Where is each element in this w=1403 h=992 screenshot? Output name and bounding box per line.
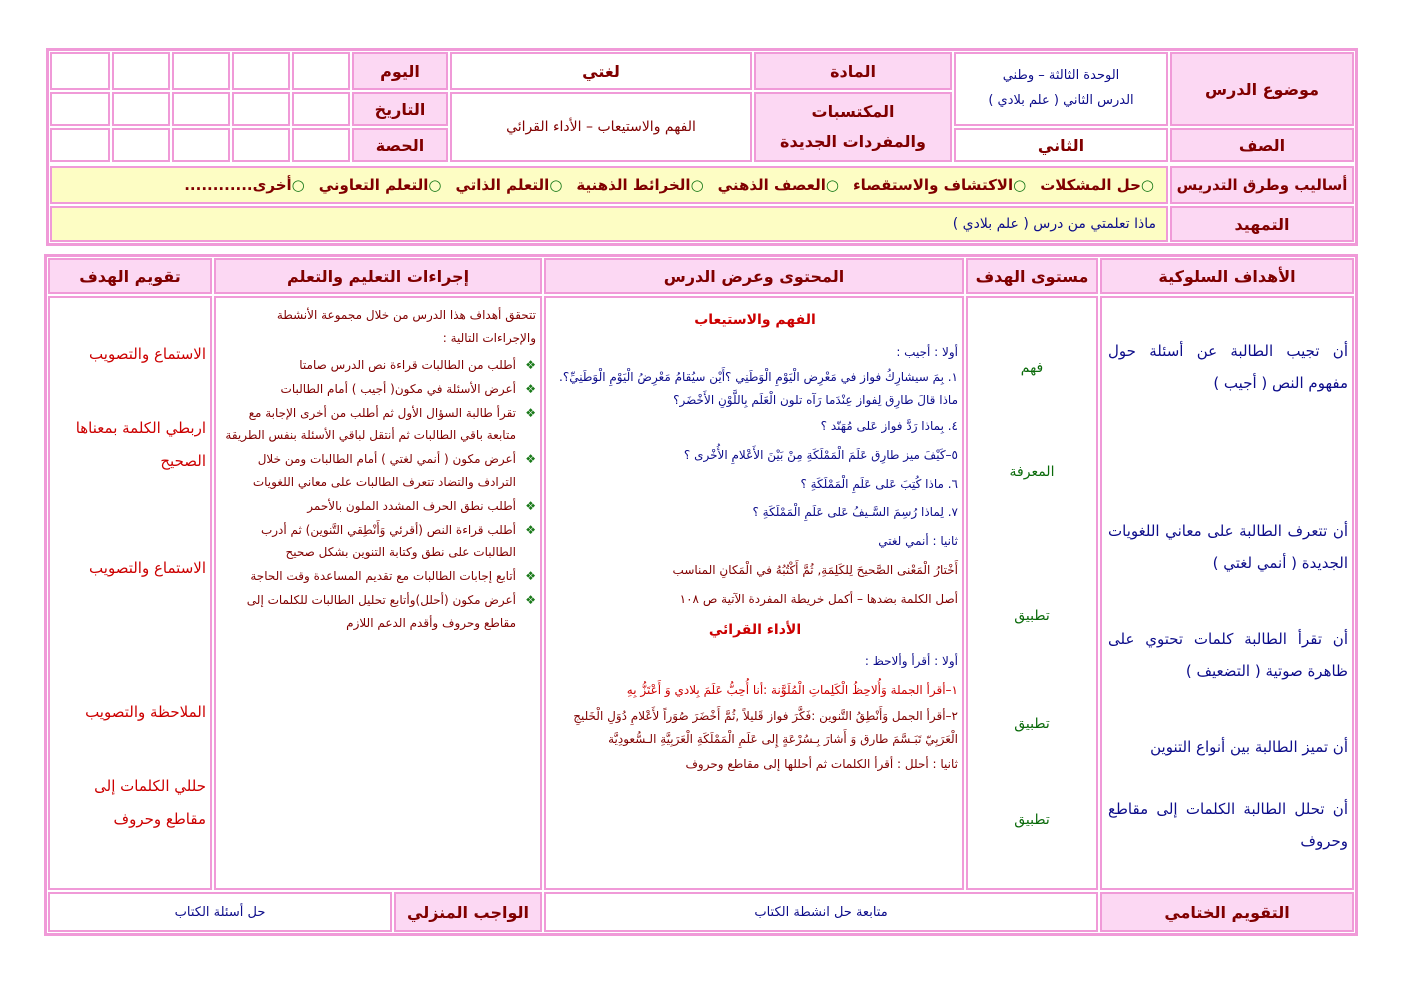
grade-value: الثاني <box>954 128 1168 162</box>
bullet-icon: ❖ <box>525 498 536 513</box>
intro-label: التمهيد <box>1170 206 1354 242</box>
content-read-first: أولا : أقرأ وألاحظ : <box>864 654 958 669</box>
lesson-topic-label: موضوع الدرس <box>1170 52 1354 126</box>
level-column <box>966 296 1098 890</box>
content-second: ثانيا : أنمي لغتي <box>878 534 958 549</box>
level-item: تطبيق <box>1014 812 1050 828</box>
evaluation-item: الاستماع والتصويب <box>89 345 206 363</box>
content-q5: ٥–كَيْفَ ميز طارِق عَلَمَ الْمَمْلَكَةِ مِنْ بَيْنَ الأَعْلامِ الأُخْرى ؟ <box>683 447 958 462</box>
procedures-intro: تتحقق أهداف هذا الدرس من خلال مجموعة الأنشطة والإجراءات التالية : <box>276 308 536 345</box>
blank-cell <box>172 92 230 126</box>
blank-cell <box>172 128 230 162</box>
bullet-icon: ❖ <box>525 452 536 467</box>
blank-cell <box>172 52 230 90</box>
blank-cell <box>112 52 170 90</box>
homework-label: الواجب المنزلي <box>394 892 542 932</box>
objective-item: أن تقرأ الطالبة كلمات تحتوي على ظاهرة صوتية ( التضعيف ) <box>1108 630 1348 680</box>
objectives-header: الأهداف السلوكية <box>1100 258 1354 294</box>
method-item: ○العصف الذهني <box>717 176 840 194</box>
method-item: ○أخرى............ <box>184 176 305 194</box>
blank-cell <box>232 128 290 162</box>
method-item: ○التعلم الذاتي <box>455 176 563 194</box>
level-header: مستوى الهدف <box>966 258 1098 294</box>
method-item: ○التعلم التعاوني <box>318 176 442 194</box>
bullet-icon: ❖ <box>525 357 536 372</box>
skills-value: الفهم والاستيعاب – الأداء القرائي <box>450 92 752 162</box>
unit-cell <box>954 52 1168 126</box>
blank-cell <box>292 92 350 126</box>
subject-value: لغتي <box>450 52 752 90</box>
method-item: ○الاكتشاف والاستقصاء <box>853 176 1027 194</box>
objective-item: أن تميز الطالبة بين أنواع التنوين <box>1150 738 1348 756</box>
evaluation-item: اربطي الكلمة بمعناها الصحيح <box>75 419 206 470</box>
methods-label: أساليب وطرق التدريس <box>1170 166 1354 204</box>
content-heading-reading: الأداء القرائي <box>708 621 802 638</box>
final-eval-label: التقويم الختامي <box>1100 892 1354 932</box>
content-q7: ٧. لِماذا رُسِمَ السَّـيفُ عَلى عَلَمِ الْمَمْلَكَةِ ؟ <box>752 505 958 520</box>
level-item: المعرفة <box>1009 464 1055 480</box>
procedures-body <box>220 304 536 636</box>
objective-item: أن تتعرف الطالبة على معاني اللغويات الجديدة ( أنمي لغتي ) <box>1108 522 1348 572</box>
procedures-header: إجراءات التعليم والتعلم <box>214 258 542 294</box>
blank-cell <box>50 52 110 90</box>
content-r2: ٢–أقرأ الجمل وَأَنْطِقُ التَّنوين :فَكَّرَ فواز قَليلاً ,ثُمَّ أَخْضَرَ صُوَراً لأَعْلامِ دُوَلِ الْخَليجِ الْعَرَبِيّ تَبَـسَّمَ طارق وَ أَشارَ بِـسُرْعَةٍ إِلى عَلَمِ الْمَمْلَكَةِ الْعَرَبِيَّةِ الـسُّعودِيَّة <box>573 708 958 746</box>
blank-cell <box>232 52 290 90</box>
evaluation-item: الملاحظة والتصويب <box>85 703 206 721</box>
intro-value: ماذا تعلمتي من درس ( علم بلادي ) <box>50 206 1168 242</box>
procedure-item: ❖ تقرأ طالبة السؤال الأول ثم أطلب من أخرى الإجابة مع متابعة باقي الطالبات ثم أنتقل لباقي الأسئلة بنفس الطريقة <box>220 402 536 446</box>
procedure-item: ❖ أعرض الأسئلة في مكون( أجيب ) أمام الطالبات <box>220 378 536 400</box>
procedure-item: ❖ أطلب قراءة النص (أقرئي وَأَنْطِقي التَّنوين) ثم أدرب الطالبات على نطق وكتابة التنوين بشكل صحيح <box>220 519 536 563</box>
bullet-icon: ❖ <box>525 569 536 584</box>
unit-line2: الدرس الثاني ( علم بلادي ) <box>988 92 1134 108</box>
evaluation-header: تقويم الهدف <box>48 258 212 294</box>
day-label: اليوم <box>352 52 448 90</box>
bullet-icon: ❖ <box>525 522 536 537</box>
date-label: التاريخ <box>352 92 448 126</box>
blank-cell <box>112 128 170 162</box>
procedure-item: ❖ أتابع إجابات الطالبات مع تقديم المساعدة وقت الحاجة <box>220 565 536 587</box>
level-item: تطبيق <box>1014 716 1050 732</box>
procedure-item: ❖ أعرض مكون (أحلل)وأتابع تحليل الطالبات للكلمات إلى مقاطع وحروف وأقدم الدعم اللازم <box>220 589 536 633</box>
grade-label: الصف <box>1170 128 1354 162</box>
methods-list <box>50 166 1168 204</box>
blank-cell <box>50 92 110 126</box>
content-header: المحتوى وعرض الدرس <box>544 258 964 294</box>
content-heading-comprehension: الفهم والاستيعاب <box>694 312 816 328</box>
procedure-item: ❖ أعرض مكون ( أنمي لغتي ) أمام الطالبات ومن خلال الترادف والتضاد تتعرف الطالبات على معاني اللغويات <box>220 448 536 492</box>
objective-item: أن تحلل الطالبة الكلمات إلى مقاطع وحروف <box>1108 800 1348 850</box>
blank-cell <box>112 92 170 126</box>
blank-cell <box>232 92 290 126</box>
unit-line1: الوحدة الثالثة – وطني <box>1002 68 1120 83</box>
subject-label: المادة <box>754 52 952 90</box>
bullet-icon: ❖ <box>525 593 536 608</box>
period-label: الحصة <box>352 128 448 162</box>
procedure-item: ❖ أطلب من الطالبات قراءة نص الدرس صامتا <box>220 354 536 376</box>
evaluation-item: حللي الكلمات إلى مقاطع وحروف <box>94 777 206 828</box>
evaluation-item: الاستماع والتصويب <box>89 559 206 577</box>
blank-cell <box>292 52 350 90</box>
procedure-item: ❖ أطلب نطق الحرف المشدد الملون بالأحمر <box>220 495 536 517</box>
method-item: ○حل المشكلات <box>1040 176 1154 194</box>
content-first: أولا : أجيب : <box>896 344 958 359</box>
content-match: أصل الكلمة بضدها – أكمل خريطة المفردة الآتية ص ١٠٨ <box>679 591 958 606</box>
final-eval-value: متابعة حل انشطة الكتاب <box>544 892 1098 932</box>
content-body <box>552 304 958 779</box>
content-q1: ١. بِمَ سيشارِكُ فواز في مَعْرِض الْيَوْمِ الْوَطَنِي ؟أَيْن سيُقامُ مَعْرِضُ الْيَوْمِ الْوَطَنِيِّ؟. ماذا قالَ طارِق لِفواز عِنْدَما رَآه تلون الْعَلَم بِاللَّوْنِ الأَخْضَر؟ <box>559 370 958 408</box>
bullet-icon: ❖ <box>525 381 536 396</box>
content-q4: ٤. بِماذا رَدَّ فواز عَلى مُهَنّد ؟ <box>820 418 958 433</box>
objective-item: أن تجيب الطالبة عن أسئلة حول مفهوم النص ( أجيب ) <box>1108 342 1348 392</box>
method-item: ○الخرائط الذهنية <box>576 176 704 194</box>
content-choose: أَخْتارُ الْمَعْنى الصَّحيحَ لِلكَلِمَةِ, ثُمَّ أَكْتُبُهُ في الْمَكانِ المناسب <box>672 562 958 577</box>
bullet-icon: ❖ <box>525 405 536 420</box>
skills-label: المكتسبات والمفردات الجديدة <box>754 92 952 162</box>
level-item: فهم <box>1020 360 1044 376</box>
content-analyze: ثانيا : أحلل : أقرأ الكلمات ثم أحللها إلى مقاطع وحروف <box>685 757 958 772</box>
homework-value: حل أسئلة الكتاب <box>48 892 392 932</box>
blank-cell <box>292 128 350 162</box>
level-item: تطبيق <box>1014 608 1050 624</box>
content-r1: ١–أقرأ الجملة وَأُلاحِظُ الْكَلِماتِ الْمُلَوَّنة :أنا أُحِبُّ عَلَمَ بِلادي وَ أَعْتَزُّ بِهِ <box>626 682 958 697</box>
blank-cell <box>50 128 110 162</box>
content-q6: ٦. ماذا كُتِبَ عَلى عَلَمِ الْمَمْلَكَةِ ؟ <box>800 476 958 491</box>
